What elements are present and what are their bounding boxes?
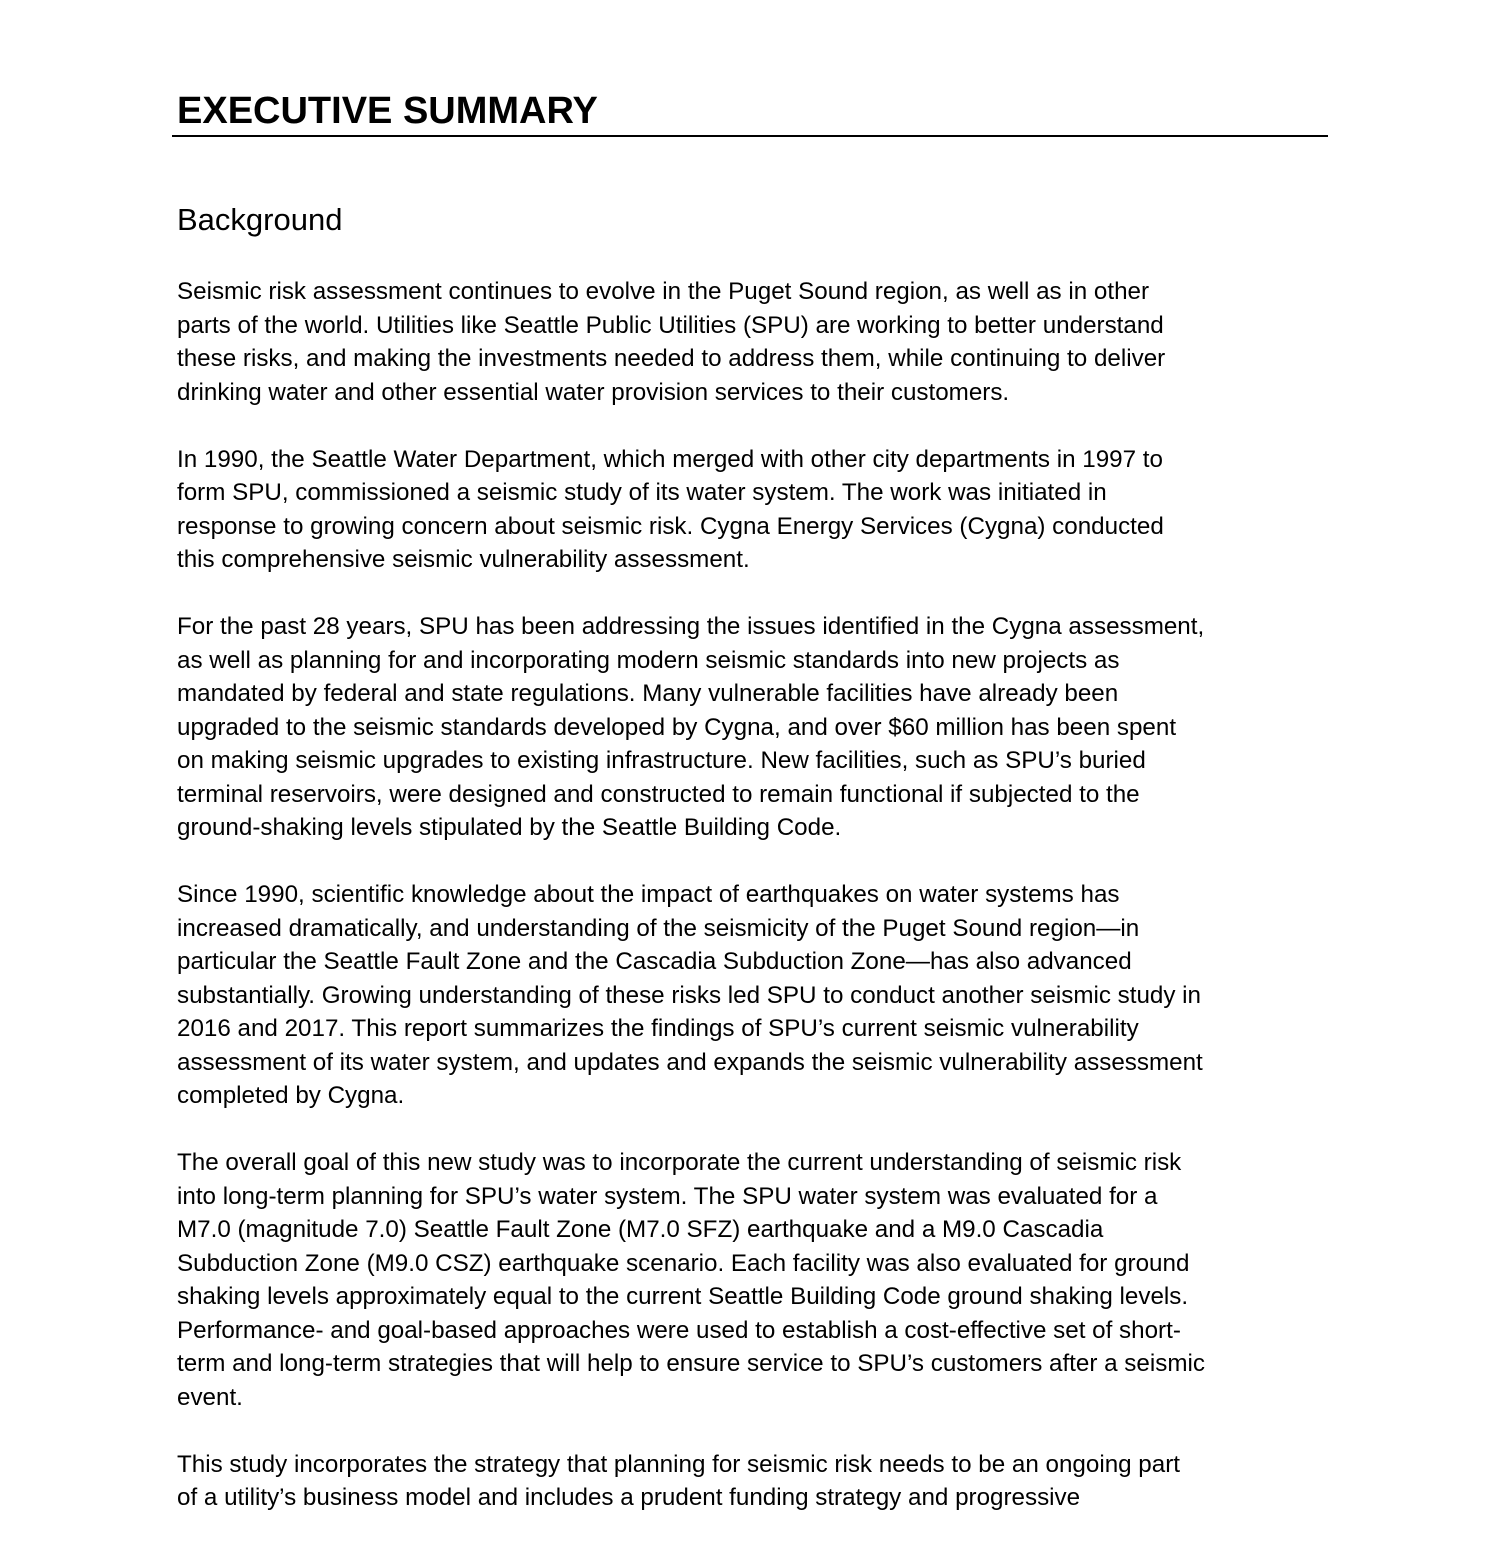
text-line: particular the Seattle Fault Zone and the Cascadia Subduction Zone—has also advanced: [177, 948, 1132, 975]
paragraph: [177, 610, 1377, 845]
text-line: substantially. Growing understanding of these risks led SPU to conduct another seismic study in: [177, 981, 1202, 1009]
paragraph: [177, 443, 1377, 577]
text-line: this comprehensive seismic vulnerability assessment.: [177, 546, 750, 573]
section-heading: Background: [177, 202, 343, 237]
text-line: as well as planning for and incorporating modern seismic standards into new projects as: [177, 646, 1120, 674]
text-line: term and long-term strategies that will help to ensure service to SPU’s customers after a seismic: [177, 1350, 1205, 1377]
text-line: The overall goal of this new study was to incorporate the current understanding of seismic risk: [177, 1149, 1182, 1176]
text-line: increased dramatically, and understanding of the seismicity of the Puget Sound region—in: [177, 914, 1140, 942]
text-line: ground-shaking levels stipulated by the Seattle Building Code.: [177, 814, 842, 841]
text-line: Subduction Zone (M9.0 CSZ) earthquake scenario. Each facility was also evaluated for ground: [177, 1249, 1190, 1277]
body-text: [177, 275, 1377, 1548]
text-line: form SPU, commissioned a seismic study of its water system. The work was initiated in: [177, 479, 1107, 506]
text-line: M7.0 (magnitude 7.0) Seattle Fault Zone (M7.0 SFZ) earthquake and a M9.0 Cascadia: [177, 1216, 1104, 1243]
text-line: 2016 and 2017. This report summarizes the findings of SPU’s current seismic vulnerability: [177, 1015, 1139, 1042]
text-line: response to growing concern about seismic risk. Cygna Energy Services (Cygna) conducted: [177, 512, 1164, 540]
text-line: drinking water and other essential water provision services to their customers.: [177, 378, 1010, 406]
text-line: For the past 28 years, SPU has been addressing the issues identified in the Cygna assessment,: [177, 613, 1205, 640]
text-line: on making seismic upgrades to existing infrastructure. New facilities, such as SPU’s buried: [177, 747, 1146, 774]
paragraph: [177, 275, 1377, 409]
text-line: Since 1990, scientific knowledge about the impact of earthquakes on water systems has: [177, 881, 1120, 908]
text-line: into long-term planning for SPU’s water system. The SPU water system was evaluated for a: [177, 1182, 1158, 1210]
paragraph: [177, 878, 1377, 1113]
text-line: upgraded to the seismic standards developed by Cygna, and over $60 million has been spent: [177, 713, 1177, 741]
text-line: event.: [177, 1383, 243, 1411]
text-line: mandated by federal and state regulations. Many vulnerable facilities have already been: [177, 680, 1119, 707]
text-line: terminal reservoirs, were designed and constructed to remain functional if subjected to the: [177, 780, 1140, 808]
title-divider: [172, 135, 1328, 137]
text-line: parts of the world. Utilities like Seattle Public Utilities (SPU) are working to better understand: [177, 311, 1164, 339]
text-line: This study incorporates the strategy that planning for seismic risk needs to be an ongoing part: [177, 1450, 1180, 1478]
text-line: of a utility’s business model and includes a prudent funding strategy and progressive: [177, 1484, 1081, 1511]
text-line: these risks, and making the investments needed to address them, while continuing to deliver: [177, 345, 1166, 372]
page-title: EXECUTIVE SUMMARY: [177, 90, 598, 132]
text-line: shaking levels approximately equal to the current Seattle Building Code ground shaking levels.: [177, 1283, 1189, 1310]
text-line: In 1990, the Seattle Water Department, which merged with other city departments in 1997 to: [177, 445, 1163, 473]
text-line: completed by Cygna.: [177, 1082, 405, 1109]
paragraph: [177, 1146, 1377, 1414]
text-line: Seismic risk assessment continues to evolve in the Puget Sound region, as well as in other: [177, 278, 1150, 305]
paragraph: [177, 1448, 1377, 1515]
text-line: Performance- and goal-based approaches were used to establish a cost-effective set of short-: [177, 1316, 1181, 1344]
text-line: assessment of its water system, and updates and expands the seismic vulnerability assessment: [177, 1048, 1203, 1076]
